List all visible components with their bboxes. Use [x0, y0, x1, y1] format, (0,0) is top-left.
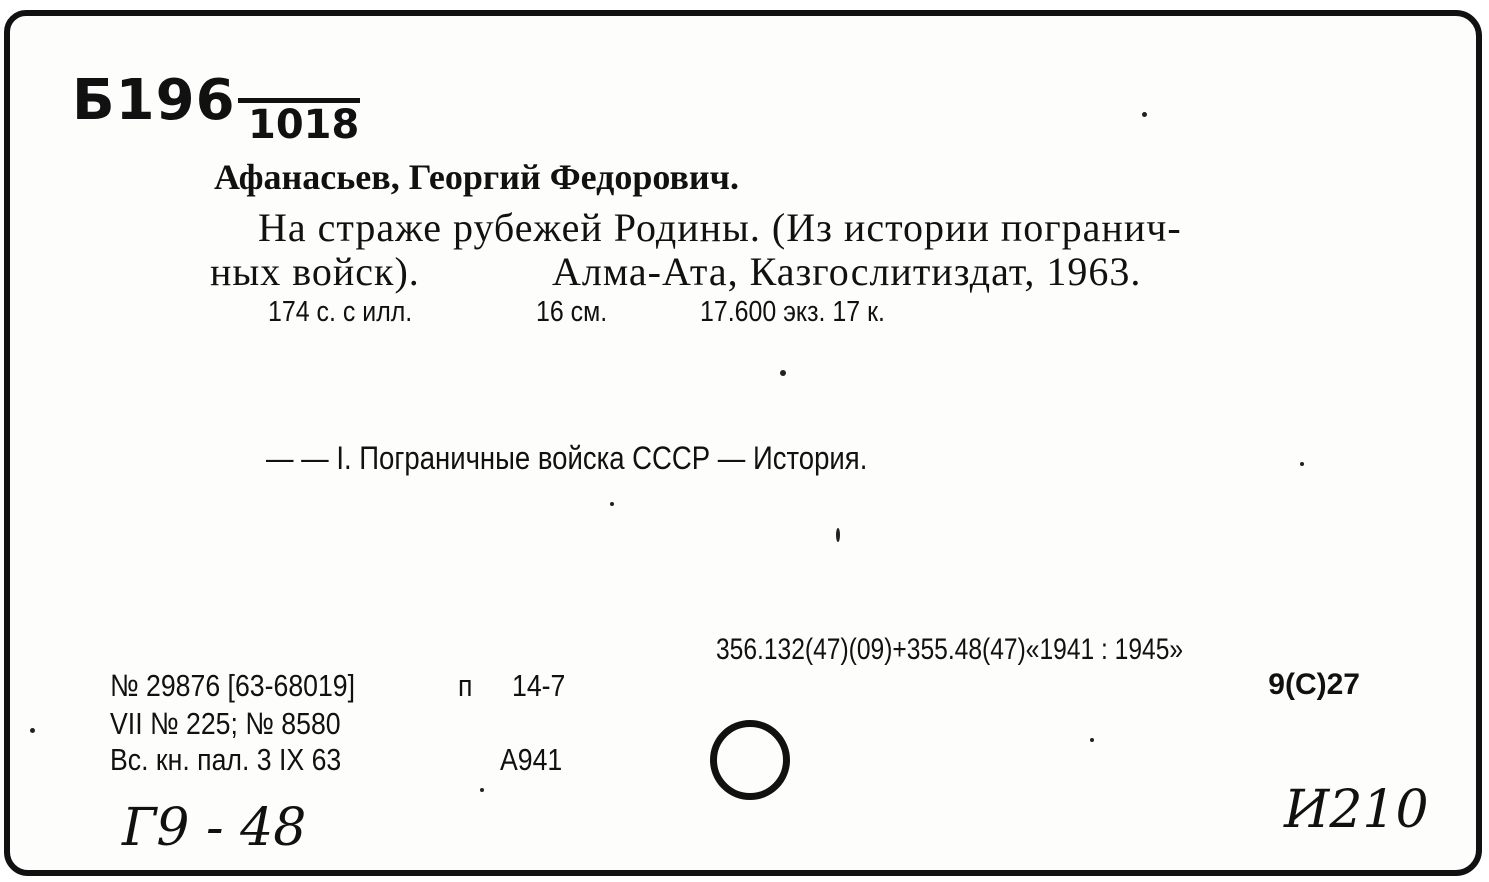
collation-copies: 17.600 экз. 17 к.	[700, 296, 885, 328]
scan-speck	[780, 370, 786, 376]
subject-heading: — — I. Пограничные войска СССР — История.	[266, 440, 868, 476]
collation-size: 16 см.	[536, 296, 608, 328]
call-number-main: Б196	[72, 68, 236, 133]
scan-speck	[610, 502, 614, 506]
scan-speck	[1090, 738, 1094, 742]
registration-sheet: 14-7	[512, 668, 566, 703]
scan-speck	[30, 728, 35, 733]
handwritten-inventory-right: И210	[1284, 780, 1429, 840]
catalog-card	[4, 10, 1482, 876]
udc-index: 356.132(47)(09)+355.48(47)«1941 : 1945»	[716, 633, 1184, 666]
scan-speck	[1142, 112, 1147, 117]
bbk-index: 9(С)27	[1268, 668, 1360, 701]
chamber-code: А941	[500, 742, 563, 777]
publication-info: Алма-Ата, Казгослитиздат, 1963.	[552, 249, 1142, 294]
title-line-2: ных войск).	[210, 249, 420, 294]
registration-number: № 29876 [63-68019]	[110, 668, 356, 703]
collation-pages: 174 с. с илл.	[268, 296, 413, 328]
registration-p: п	[458, 668, 473, 703]
author-heading: Афанасьев, Георгий Федорович.	[214, 157, 739, 197]
scan-speck	[836, 528, 840, 542]
registration-line-2: VII № 225; № 8580	[110, 706, 341, 741]
scan-speck	[480, 788, 484, 792]
circle-stamp	[710, 720, 790, 800]
scan-speck	[1300, 462, 1304, 466]
title-line-1: На страже рубежей Родины. (Из истории погранич-	[258, 205, 1182, 250]
handwritten-inventory-left: Г9 - 48	[122, 798, 307, 858]
call-number-sub: 1018	[248, 102, 360, 148]
chamber-record: Вс. кн. пал. 3 IX 63	[110, 742, 342, 777]
